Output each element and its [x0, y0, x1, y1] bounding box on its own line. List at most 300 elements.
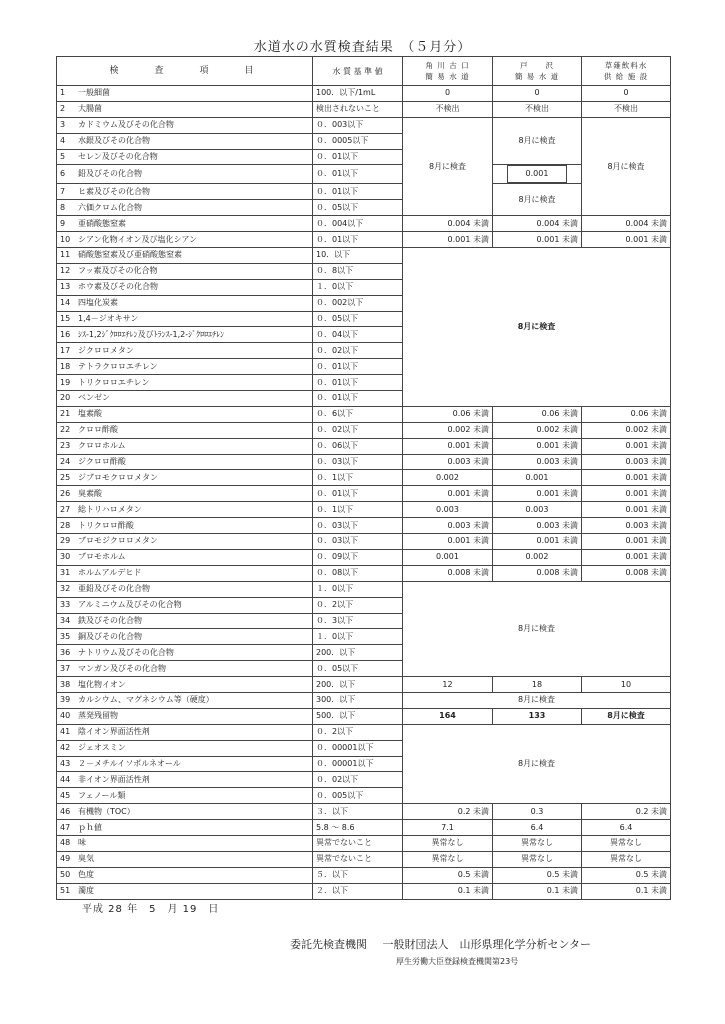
item-cell — [57, 661, 313, 677]
agency-label: 委託先検査機関 — [290, 938, 367, 951]
standard-value: ０．05以下 — [313, 311, 403, 327]
item-number: 27 — [60, 504, 71, 514]
item-number: 25 — [60, 472, 71, 482]
standard-value: ０．04以下 — [313, 327, 403, 343]
item-cell — [57, 454, 313, 470]
standard-value: １．0以下 — [313, 629, 403, 645]
result-value: 6.4 — [582, 820, 671, 836]
table-row — [57, 820, 671, 836]
item-cell — [57, 375, 313, 391]
result-value: 0.002 未満 — [582, 422, 671, 438]
table-row — [57, 117, 671, 133]
result-value: 0.001 未満 — [493, 232, 582, 248]
item-cell — [57, 724, 313, 740]
standard-value: ０．8以下 — [313, 263, 403, 279]
standard-value: 検出されないこと — [313, 101, 403, 117]
merged-result-text: 8月に検査 — [607, 161, 645, 171]
standard-value: 100．以下/1mL — [313, 86, 403, 102]
result-value: 0.001 未満 — [582, 470, 671, 486]
item-cell — [57, 117, 313, 133]
result-value: 6.4 — [493, 820, 582, 836]
item-name: 六価クロム化合物 — [78, 202, 142, 212]
standard-value: ０．6以下 — [313, 406, 403, 422]
merged-result-text: 8月に検査 — [518, 136, 556, 146]
result-value: 不検出 — [403, 101, 493, 117]
result-value: 0.003 未満 — [493, 454, 582, 470]
standard-value: ０．05以下 — [313, 661, 403, 677]
result-value: 0.001 未満 — [582, 232, 671, 248]
item-name: マンガン及びその化合物 — [78, 663, 166, 673]
result-value: 0.2 未満 — [582, 804, 671, 820]
standard-value: ０．003以下 — [313, 117, 403, 133]
item-cell — [57, 232, 313, 248]
table-row — [57, 581, 671, 597]
item-name: クロロホルム — [78, 441, 126, 451]
header-site-1-name: 角 川 古 口 — [425, 61, 470, 70]
result-value: 0.5 未満 — [493, 867, 582, 883]
result-value: 異常なし — [403, 851, 493, 867]
item-cell — [57, 581, 313, 597]
item-name: ｐｈ値 — [78, 822, 102, 832]
item-name: 1,4－ジオキサン — [78, 314, 139, 324]
result-value: 0.1 未満 — [493, 883, 582, 899]
item-name: ホウ素及びその化合物 — [78, 282, 158, 292]
item-cell — [57, 867, 313, 883]
item-number: 39 — [60, 695, 71, 705]
item-name: 陰イオン界面活性剤 — [78, 727, 150, 737]
item-cell — [57, 708, 313, 724]
result-value: 0.003 未満 — [582, 518, 671, 534]
item-number: 15 — [60, 314, 71, 324]
merged-result-text: 8月に検査 — [428, 161, 467, 171]
header-site-2-type: 簡 易 水 道 — [514, 72, 560, 81]
table-row — [57, 502, 671, 518]
item-cell — [57, 248, 313, 264]
item-name: フッ素及びその化合物 — [78, 266, 158, 276]
table-row — [57, 438, 671, 454]
result-value: 0.5 未満 — [403, 867, 493, 883]
result-value: 0.001 未満 — [582, 549, 671, 565]
item-number: 32 — [60, 584, 71, 594]
item-name: ｼｽ-1,2ｼﾞｸﾛﾛｴﾁﾚﾝ及びﾄﾗﾝｽ-1,2-ｼﾞｸﾛﾛｴﾁﾚﾝ — [78, 329, 225, 339]
item-name: 水銀及びその化合物 — [78, 136, 150, 146]
result-value: 0.2 未満 — [403, 804, 493, 820]
item-name: 色度 — [78, 870, 94, 880]
item-number: 30 — [60, 552, 71, 562]
page-title: 水道水の水質検査結果 （５月分） — [253, 40, 472, 55]
item-cell — [57, 740, 313, 756]
item-cell — [57, 518, 313, 534]
item-cell — [57, 327, 313, 343]
result-value: 0.001 未満 — [493, 438, 582, 454]
table-row — [57, 549, 671, 565]
result-value: 0.001 未満 — [403, 486, 493, 502]
result-value: 7.1 — [403, 820, 493, 836]
item-cell — [57, 486, 313, 502]
lead-col2-value — [493, 165, 582, 184]
result-value: 8月に検査 — [582, 708, 671, 724]
item-number: 18 — [60, 361, 71, 371]
item-name: 臭気 — [78, 854, 94, 864]
result-value: 0.001 未満 — [403, 232, 493, 248]
standard-value: ０．06以下 — [313, 438, 403, 454]
item-name: テトラクロロエチレン — [78, 361, 158, 371]
item-cell — [57, 200, 313, 216]
item-name: 大腸菌 — [78, 104, 102, 114]
standard-value: ０．08以下 — [313, 565, 403, 581]
item-cell — [57, 359, 313, 375]
item-number: 46 — [60, 806, 71, 816]
item-name: ジクロロ酢酸 — [78, 457, 126, 467]
header-site-3 — [582, 57, 671, 86]
standard-value: ０．002以下 — [313, 295, 403, 311]
standard-value: ０．03以下 — [313, 534, 403, 550]
item-number: 47 — [60, 822, 71, 832]
table-row — [57, 804, 671, 820]
merged-result-text: 8月に検査 — [518, 194, 556, 204]
item-number: 44 — [60, 774, 71, 784]
header-site-2 — [493, 57, 582, 86]
item-name: 総トリハロメタン — [78, 504, 142, 514]
item-number: 19 — [60, 377, 71, 387]
result-value: 0.002 — [493, 549, 582, 565]
item-cell — [57, 677, 313, 693]
item-name: 鉄及びその化合物 — [78, 615, 142, 625]
standard-value: 異常でないこと — [313, 851, 403, 867]
standard-value: ０．00001以下 — [313, 756, 403, 772]
item-number: 26 — [60, 488, 71, 498]
table-row — [57, 518, 671, 534]
result-value: 12 — [403, 677, 493, 693]
standard-value: ０．3以下 — [313, 613, 403, 629]
item-name: トリクロロエチレン — [78, 377, 150, 387]
standard-value: ０．03以下 — [313, 454, 403, 470]
item-cell — [57, 295, 313, 311]
item-name: 塩素酸 — [78, 409, 102, 419]
standard-value: ０．005以下 — [313, 788, 403, 804]
item-name: 硝酸態窒素及び亜硝酸態窒素 — [78, 250, 182, 260]
item-cell — [57, 311, 313, 327]
result-value: 0.003 未満 — [403, 518, 493, 534]
result-value: 異常なし — [582, 851, 671, 867]
item-cell — [57, 804, 313, 820]
standard-value: １．0以下 — [313, 279, 403, 295]
item-name: 一般細菌 — [78, 88, 110, 98]
header-site-2-name: 戸 沢 — [520, 61, 554, 70]
result-value: 0.1 未満 — [403, 883, 493, 899]
item-number: 22 — [60, 425, 71, 435]
item-name: カドミウム及びその化合物 — [78, 120, 174, 130]
table-row — [57, 86, 671, 102]
standard-value: ０．1以下 — [313, 502, 403, 518]
result-value: 18 — [493, 677, 582, 693]
header-standard — [313, 57, 403, 86]
item-number: 13 — [60, 282, 71, 292]
standard-value: ０．03以下 — [313, 518, 403, 534]
item-cell — [57, 820, 313, 836]
result-value: 0 — [582, 86, 671, 102]
standard-value: ５．以下 — [313, 867, 403, 883]
standard-value: ０．2以下 — [313, 597, 403, 613]
item-cell — [57, 279, 313, 295]
result-value: 0.001 未満 — [582, 534, 671, 550]
merged-result — [403, 724, 671, 803]
item-number: 37 — [60, 663, 71, 673]
result-value: 0.001 — [493, 470, 582, 486]
item-name: 非イオン界面活性剤 — [78, 774, 150, 784]
item-number: 31 — [60, 568, 71, 578]
result-value: 0.002 — [403, 470, 493, 486]
table-row — [57, 406, 671, 422]
item-cell — [57, 851, 313, 867]
result-value: 0.003 — [403, 502, 493, 518]
table-row — [57, 422, 671, 438]
merged-result — [403, 248, 671, 407]
result-value: 0.5 未満 — [582, 867, 671, 883]
item-name: ２－メチルイソボルネオール — [78, 758, 181, 768]
standard-value: １．0以下 — [313, 581, 403, 597]
standard-value: ０．004以下 — [313, 216, 403, 232]
item-name: 蒸発残留物 — [78, 711, 118, 721]
item-cell — [57, 534, 313, 550]
item-number: 48 — [60, 838, 71, 848]
item-cell — [57, 629, 313, 645]
item-number: 51 — [60, 886, 71, 896]
item-name: ジェオスミン — [78, 743, 126, 753]
item-name: ジブロモクロロメタン — [78, 472, 158, 482]
merged-result-text: 8月に検査 — [517, 321, 556, 331]
header-item — [57, 57, 313, 86]
item-number: 3 — [60, 120, 66, 130]
item-number: 4 — [60, 136, 66, 146]
standard-value: ０．01以下 — [313, 232, 403, 248]
item-name: 亜鉛及びその化合物 — [78, 584, 150, 594]
item-cell — [57, 263, 313, 279]
result-value: 0.004 未満 — [493, 216, 582, 232]
item-number: 41 — [60, 727, 71, 737]
result-value: 133 — [493, 708, 582, 724]
item-name: 臭素酸 — [78, 488, 102, 498]
item-number: 20 — [60, 393, 71, 403]
table-row — [57, 835, 671, 851]
table-row — [57, 184, 671, 200]
item-number: 49 — [60, 854, 71, 864]
registration-number: 厚生労働大臣登録検査機関第23号 — [396, 957, 519, 966]
result-value: 0.008 未満 — [582, 565, 671, 581]
item-cell — [57, 406, 313, 422]
standard-value: 5.8 ～ 8.6 — [313, 820, 403, 836]
item-number: 23 — [60, 441, 71, 451]
result-value: 0.3 — [493, 804, 582, 820]
table-row — [57, 692, 671, 708]
result-value: 異常なし — [493, 835, 582, 851]
standard-value: ０．2以下 — [313, 724, 403, 740]
item-name: 銅及びその化合物 — [78, 631, 142, 641]
item-cell — [57, 597, 313, 613]
table-row — [57, 708, 671, 724]
standard-value: ０．00001以下 — [313, 740, 403, 756]
header-item-label: 検 査 項 目 — [109, 66, 260, 76]
item-cell — [57, 149, 313, 165]
item-number: 24 — [60, 457, 71, 467]
item-cell — [57, 86, 313, 102]
item-cell — [57, 133, 313, 149]
result-value: 0 — [493, 86, 582, 102]
standard-value: ０．01以下 — [313, 375, 403, 391]
standard-value: ０．02以下 — [313, 772, 403, 788]
standard-value: ０．02以下 — [313, 343, 403, 359]
standard-value: ０．01以下 — [313, 184, 403, 200]
header-site-1-type: 簡 易 水 道 — [425, 72, 470, 81]
table-row — [57, 565, 671, 581]
item-name: アルミニウム及びその化合物 — [78, 600, 182, 610]
table-row — [57, 248, 671, 264]
item-name: 濁度 — [78, 886, 94, 896]
item-cell — [57, 184, 313, 200]
item-name: ブロモホルム — [78, 552, 126, 562]
result-value: 0.06 未満 — [493, 406, 582, 422]
item-cell — [57, 565, 313, 581]
item-number: 35 — [60, 631, 71, 641]
table-header — [57, 57, 671, 86]
header-site-3-name: 草薙飲料水 — [604, 61, 648, 70]
standard-value: 10．以下 — [313, 248, 403, 264]
item-number: 6 — [60, 169, 66, 179]
result-value: 0.001 未満 — [493, 534, 582, 550]
result-value: 不検出 — [582, 101, 671, 117]
item-number: 34 — [60, 615, 71, 625]
item-number: 11 — [60, 250, 71, 260]
result-value: 0.002 未満 — [403, 422, 493, 438]
item-name: ホルムアルデヒド — [78, 568, 142, 578]
table-row — [57, 534, 671, 550]
standard-value: ３．以下 — [313, 804, 403, 820]
item-cell — [57, 101, 313, 117]
agency-name: 一般財団法人 山形県理化学分析センター — [382, 938, 592, 951]
item-number: 40 — [60, 711, 71, 721]
item-name: カルシウム、マグネシウム等（硬度） — [78, 695, 214, 705]
agency-info — [290, 936, 603, 952]
standard-value: ０．02以下 — [313, 422, 403, 438]
item-cell — [57, 422, 313, 438]
result-value: 0.06 未満 — [582, 406, 671, 422]
item-name: ナトリウム及びその化合物 — [78, 647, 174, 657]
merged-result-text: 8月に検査 — [517, 695, 556, 705]
item-number: 21 — [60, 409, 71, 419]
item-name: トリクロロ酢酸 — [78, 520, 134, 530]
item-name: ブロモジクロロメタン — [78, 536, 158, 546]
standard-value: ０．05以下 — [313, 200, 403, 216]
table-row — [57, 216, 671, 232]
table-row — [57, 851, 671, 867]
item-number: 10 — [60, 234, 71, 244]
merged-result-col1 — [403, 117, 493, 215]
result-value: 0.1 未満 — [582, 883, 671, 899]
item-cell — [57, 772, 313, 788]
standard-value: ０．09以下 — [313, 549, 403, 565]
item-name: 亜硝酸態窒素 — [78, 218, 126, 228]
item-number: 36 — [60, 647, 71, 657]
item-number: 12 — [60, 266, 71, 276]
result-value: 0.004 未満 — [403, 216, 493, 232]
merged-result-text: 8月に検査 — [517, 623, 556, 633]
item-number: 8 — [60, 202, 66, 212]
item-cell — [57, 788, 313, 804]
merged-result-col2 — [493, 117, 582, 165]
standard-value: ０．01以下 — [313, 486, 403, 502]
result-value: 0.001 未満 — [403, 534, 493, 550]
merged-result — [403, 581, 671, 676]
item-name: 味 — [78, 838, 86, 848]
result-value: 異常なし — [403, 835, 493, 851]
merged-result-col2 — [493, 184, 582, 216]
standard-value: 500．以下 — [313, 708, 403, 724]
item-name: 塩化物イオン — [78, 679, 126, 689]
standard-value: 異常でないこと — [313, 835, 403, 851]
result-value: 0.008 未満 — [403, 565, 493, 581]
result-value: 0.001 未満 — [582, 438, 671, 454]
item-number: 45 — [60, 790, 71, 800]
table-row — [57, 165, 671, 184]
item-number: 43 — [60, 758, 71, 768]
table-row — [57, 232, 671, 248]
merged-result — [403, 692, 671, 708]
table-row — [57, 470, 671, 486]
result-value: 0.008 未満 — [493, 565, 582, 581]
table-row — [57, 883, 671, 899]
item-number: 1 — [60, 88, 66, 98]
table-row — [57, 724, 671, 740]
result-value: 10 — [582, 677, 671, 693]
item-name: フェノール類 — [78, 790, 126, 800]
standard-value: ０．0005以下 — [313, 133, 403, 149]
standard-value: 200．以下 — [313, 645, 403, 661]
item-name: シアン化物イオン及び塩化シアン — [78, 234, 198, 244]
item-number: 42 — [60, 743, 71, 753]
standard-value: ０．01以下 — [313, 359, 403, 375]
result-value: 0.003 未満 — [582, 454, 671, 470]
result-value: 0.001 未満 — [582, 502, 671, 518]
item-name: セレン及びその化合物 — [78, 152, 158, 161]
item-cell — [57, 470, 313, 486]
item-number: 14 — [60, 298, 71, 308]
item-cell — [57, 756, 313, 772]
table-row — [57, 454, 671, 470]
standard-value: ０．01以下 — [313, 391, 403, 407]
table-row — [57, 101, 671, 117]
item-cell — [57, 549, 313, 565]
item-number: 17 — [60, 345, 71, 355]
merged-result-text: 8月に検査 — [517, 758, 556, 768]
item-name: クロロ酢酸 — [78, 425, 118, 435]
item-name: 四塩化炭素 — [78, 298, 118, 308]
item-number: 50 — [60, 870, 71, 880]
item-name: 有機物（TOC） — [78, 806, 135, 816]
item-cell — [57, 165, 313, 184]
item-cell — [57, 835, 313, 851]
result-value: 0.001 未満 — [582, 486, 671, 502]
item-number: 16 — [60, 329, 71, 339]
result-value: 0.004 未満 — [582, 216, 671, 232]
standard-value: ０．1以下 — [313, 470, 403, 486]
result-value: 0.06 未満 — [403, 406, 493, 422]
report-date: 平成 28 年 5 月 19 日 — [82, 904, 220, 915]
standard-value: ２．以下 — [313, 883, 403, 899]
item-number: 2 — [60, 104, 66, 114]
result-value: 0.001 — [403, 549, 493, 565]
item-cell — [57, 391, 313, 407]
item-cell — [57, 438, 313, 454]
